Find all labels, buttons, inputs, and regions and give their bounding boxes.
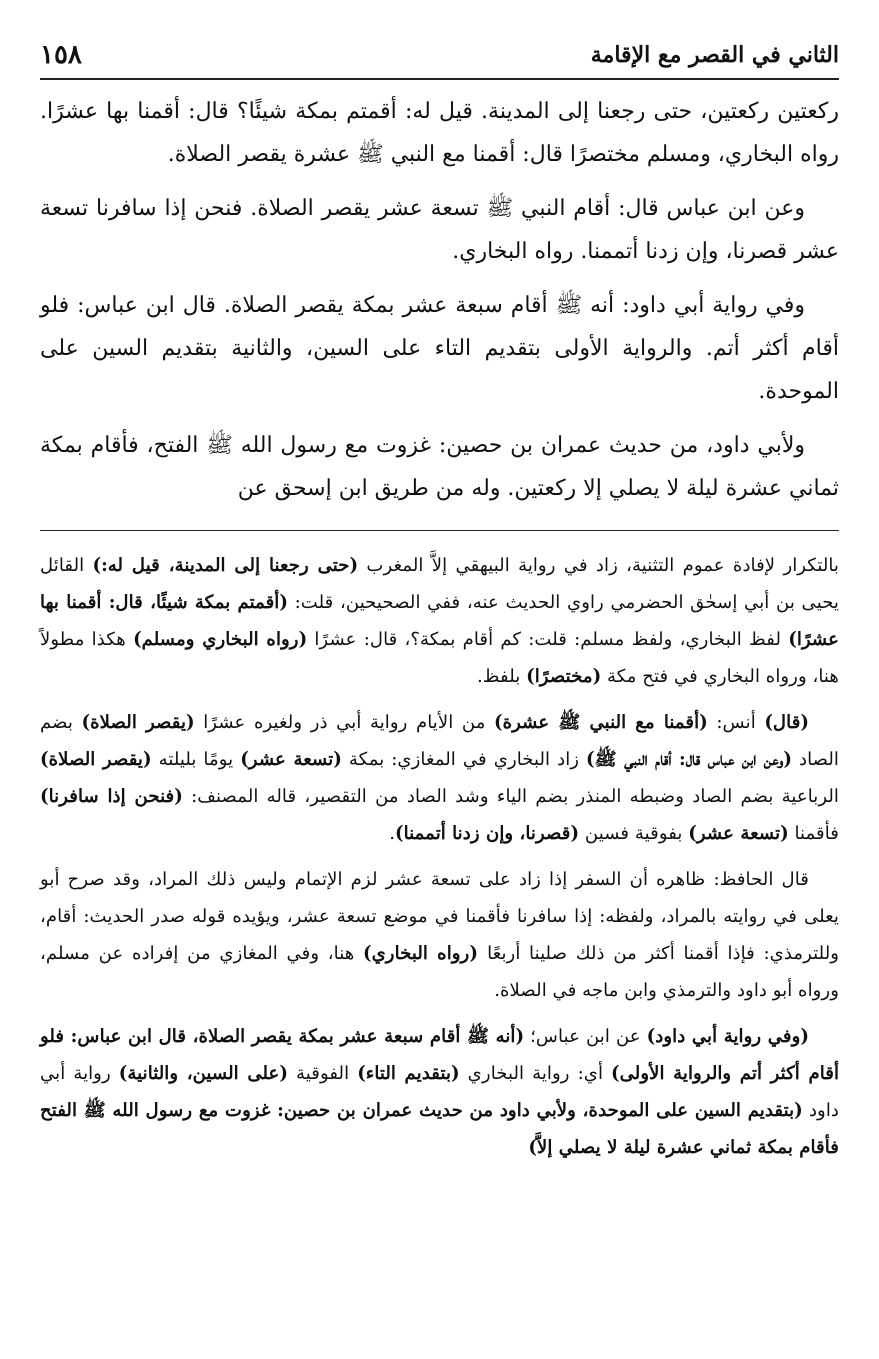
note-text: هكذا مطولاً هنا، ورواه البخاري في فتح مكة bbox=[40, 629, 839, 687]
quoted-text: (بتقديم السين على الموحدة، ولأبي داود من حديث عمران بن حصين: غزوت مع رسول الله ﷺ الفتح فأقام بمكة ثماني عشرة ليلة لا يصلي إلاَّ) bbox=[40, 1100, 839, 1158]
commentary-paragraph bbox=[40, 704, 839, 852]
quoted-text: (حتى رجعنا إلى المدينة، قيل له:) bbox=[92, 555, 359, 576]
quoted-text: (فنحن إذا سافرنا) bbox=[40, 786, 183, 807]
quoted-text: (وعن ابن عباس قال: أقام النبي ﷺ) bbox=[586, 749, 792, 770]
note-text: بلفظ. bbox=[477, 666, 527, 687]
quoted-text: (على السين، والثانية) bbox=[118, 1063, 288, 1084]
main-text bbox=[40, 90, 839, 510]
quoted-text: (تسعة عشر) bbox=[688, 823, 789, 844]
quoted-text: (أقمنا مع النبي ﷺ عشرة) bbox=[494, 712, 708, 733]
commentary-paragraph bbox=[40, 1018, 839, 1166]
note-text: . bbox=[389, 823, 396, 844]
commentary bbox=[40, 547, 839, 1166]
quoted-text: (مختصرًا) bbox=[526, 666, 602, 687]
main-paragraph: ولأبي داود، من حديث عمران بن حصين: غزوت مع رسول الله ﷺ الفتح، فأقام بمكة ثماني عشرة ليلة لا يصلي إلا ركعتين. وله من طريق ابن إسحق عن bbox=[40, 433, 839, 501]
note-text: بفوقية فسين bbox=[579, 823, 689, 844]
note-text: أي: رواية البخاري bbox=[459, 1063, 612, 1084]
quoted-text: (يقصر الصلاة) bbox=[40, 749, 152, 770]
quoted-text: (بتقديم التاء) bbox=[357, 1063, 460, 1084]
note-text: لفظ البخاري، ولفظ مسلم: قلت: كم أقام بمكة؟، قال: عشرًا bbox=[307, 629, 789, 650]
quoted-text: (قال) bbox=[764, 712, 809, 733]
main-paragraph: ركعتين ركعتين، حتى رجعنا إلى المدينة. قيل له: أقمتم بمكة شيئًا؟ قال: أقمنا بها عشرًا. رواه البخاري، ومسلم مختصرًا قال: أقمنا مع النبي ﷺ عشرة يقصر الصلاة. bbox=[40, 99, 839, 167]
commentary-paragraph bbox=[40, 861, 839, 1009]
quoted-text: (وفي رواية أبي داود) bbox=[646, 1026, 809, 1047]
quoted-text: (أقمتم بمكة شيئًا، قال: أقمنا بها عشرًا) bbox=[40, 592, 840, 650]
main-paragraph: وفي رواية أبي داود: أنه ﷺ أقام سبعة عشر بمكة يقصر الصلاة. قال ابن عباس: فلو أقام أكثر أتم. والرواية الأولى بتقديم التاء على السين، والثانية بتقديم السين على الموحدة. bbox=[40, 293, 839, 404]
quoted-text: (قصرنا، وإن زدنا أتممنا) bbox=[395, 823, 580, 844]
note-text: فأقمنا bbox=[788, 823, 839, 844]
note-text: الفوقية bbox=[287, 1063, 358, 1084]
note-text: زاد البخاري في المغازي: بمكة bbox=[341, 749, 587, 770]
note-text: يومًا بليلته bbox=[151, 749, 241, 770]
note-text: أنس: bbox=[707, 712, 765, 733]
note-text: قال الحافظ: ظاهره أن السفر إذا زاد على تسعة عشر لزم الإتمام وليس ذلك المراد، وقد صرح أبو يعلى في روايته بالمراد، ولفظه: إذا سافرنا فأقمنا في موضع تسعة عشر، ويؤيده قوله صدر الحديث: أقام، وللترمذي: فإذا أقمنا أكثر من ذلك صلينا أربعًا bbox=[40, 869, 840, 964]
note-text: بالتكرار لإفادة عموم التثنية، زاد في رواية البيهقي إلاَّ المغرب bbox=[358, 555, 839, 576]
quoted-text: (تسعة عشر) bbox=[240, 749, 342, 770]
running-title: الثاني في القصر مع الإقامة bbox=[590, 42, 839, 68]
page-number: ١٥٨ bbox=[40, 40, 82, 70]
note-text: القائل يحيى بن أبي إسحٰق الحضرمي راوي الحديث عنه، ففي الصحيحين، قلت: bbox=[40, 555, 839, 613]
note-text: هنا، وفي المغازي من إفراده عن مسلم، ورواه أبو داود والترمذي وابن ماجه في الصلاة. bbox=[40, 943, 839, 1001]
quoted-text: (رواه البخاري ومسلم) bbox=[133, 629, 308, 650]
note-text: بضم الصاد bbox=[40, 712, 839, 770]
quoted-text: (أنه ﷺ أقام سبعة عشر بمكة يقصر الصلاة، قال ابن عباس: فلو أقام أكثر أتم والرواية الأولى) bbox=[40, 1026, 839, 1084]
commentary-paragraph bbox=[40, 547, 839, 695]
main-paragraph: وعن ابن عباس قال: أقام النبي ﷺ تسعة عشر يقصر الصلاة. فنحن إذا سافرنا تسعة عشر قصرنا، وإن زدنا أتممنا. رواه البخاري. bbox=[40, 196, 839, 264]
footnote-divider bbox=[40, 530, 839, 531]
book-page bbox=[40, 32, 839, 1319]
note-text: الرباعية بضم الصاد وضبطه المنذر بضم الياء وشد الصاد من التقصير، قاله المصنف: bbox=[182, 786, 839, 807]
quoted-text: (يقصر الصلاة) bbox=[81, 712, 195, 733]
note-text: من الأيام رواية أبي ذر ولغيره عشرًا bbox=[194, 712, 494, 733]
quoted-text: (رواه البخاري) bbox=[362, 943, 488, 964]
note-text: عن ابن عباس؛ bbox=[524, 1026, 647, 1047]
page-header bbox=[40, 32, 839, 80]
note-text: رواية أبي داود bbox=[40, 1063, 839, 1121]
